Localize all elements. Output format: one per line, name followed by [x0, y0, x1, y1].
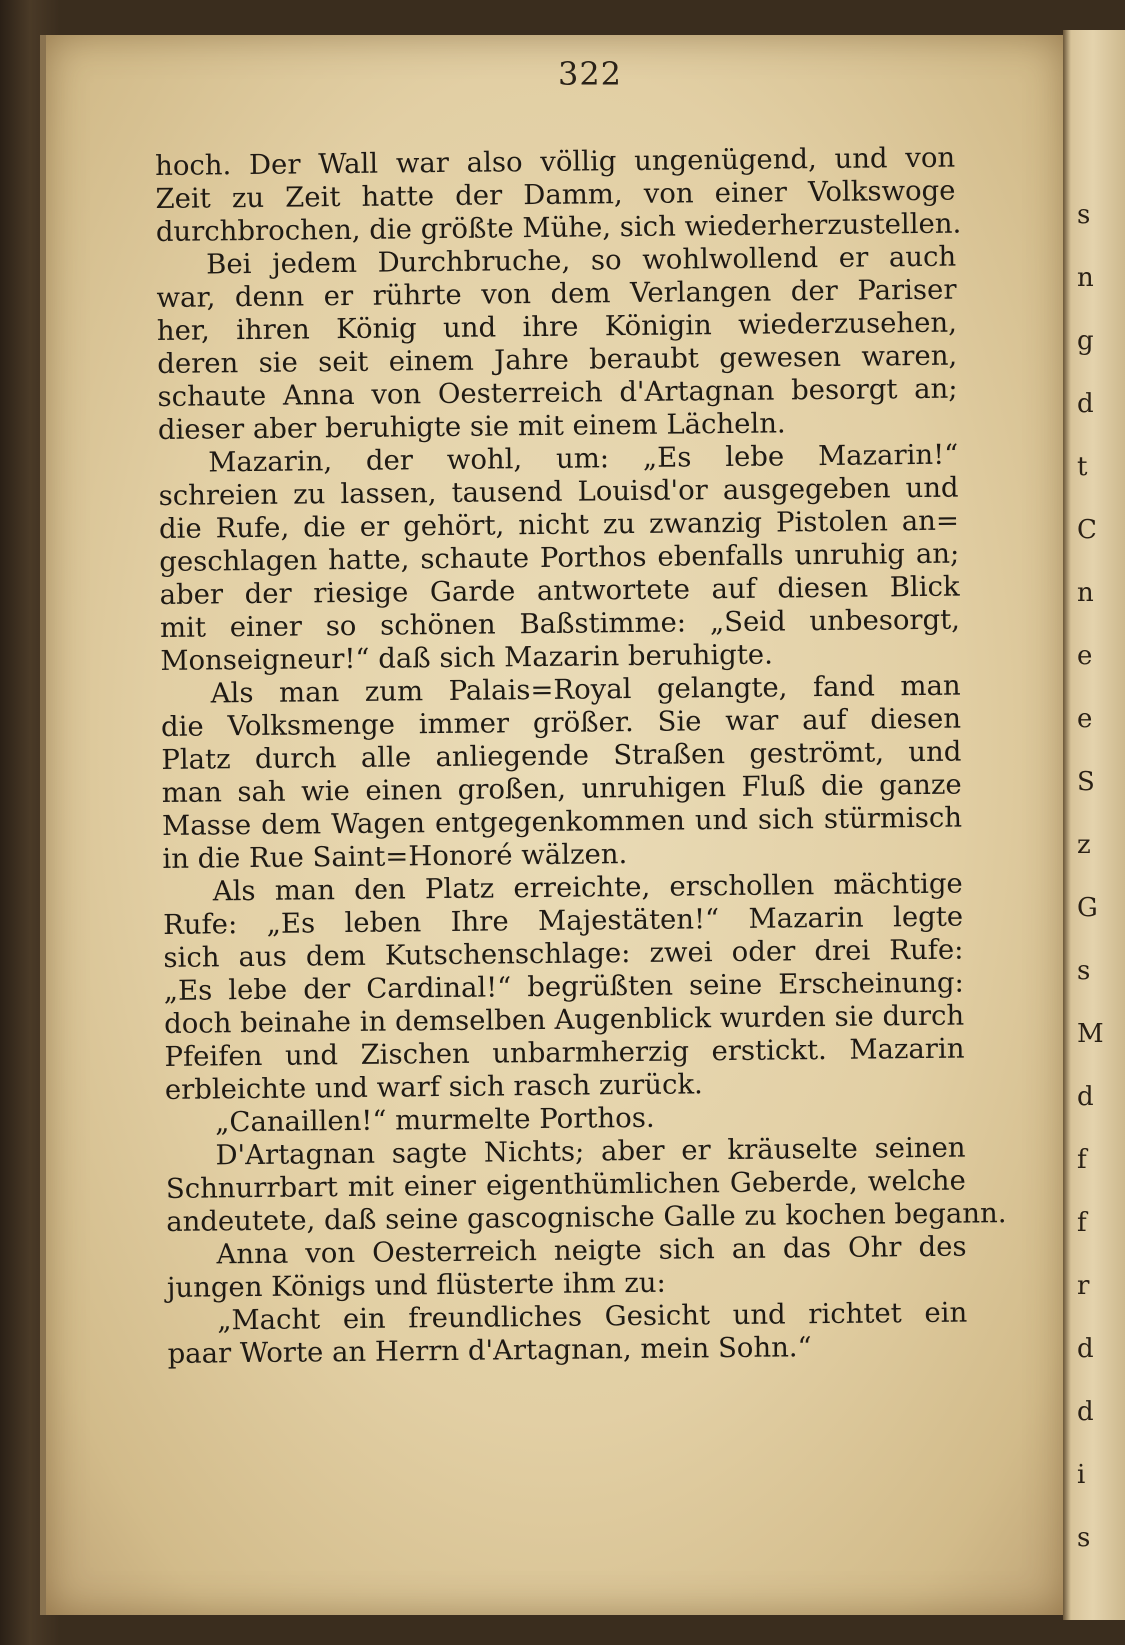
- text-line: durchbrochen, die größte Mühe, sich wiederherzustellen.: [155, 207, 962, 248]
- text-line: Als man den Platz erreichte, erschollen mächtige: [212, 867, 963, 908]
- text-line: Platz durch alle anliegende Straßen geströmt, und: [161, 735, 962, 776]
- text-line: mit einer so schönen Baßstimme: „Seid unbesorgt,: [159, 603, 961, 644]
- text-line: Zeit zu Zeit hatte der Damm, von einer Volkswoge: [155, 174, 956, 215]
- text-line: Masse dem Wagen entgegenkommen und sich stürmisch: [161, 801, 963, 842]
- facing-page-char: e: [1077, 704, 1093, 734]
- facing-page-char: i: [1077, 1460, 1086, 1490]
- facing-page-char: G: [1077, 893, 1098, 923]
- text-line: hoch. Der Wall war also völlig ungenügend, und von: [155, 141, 956, 182]
- text-line: man sah wie einen großen, unruhigen Fluß die ganze: [161, 768, 962, 809]
- text-line: dieser aber beruhigte sie mit einem Lächeln.: [157, 407, 786, 446]
- facing-page-char: e: [1077, 641, 1093, 671]
- text-line: schaute Anna von Oesterreich d'Artagnan besorgt an;: [157, 372, 958, 413]
- text-line: Monseigneur!“ daß sich Mazarin beruhigte.: [160, 638, 774, 677]
- text-line: aber der riesige Garde antwortete auf diesen Blick: [159, 570, 960, 611]
- facing-page-char: M: [1077, 1019, 1104, 1049]
- facing-page-char: d: [1077, 1397, 1094, 1427]
- text-line: paar Worte an Herrn d'Artagnan, mein Sohn.“: [167, 1331, 812, 1370]
- text-line: schreien zu lassen, tausend Louisd'or ausgegeben und: [158, 471, 959, 512]
- text-line: die Volksmenge immer größer. Sie war auf diesen: [160, 702, 962, 743]
- facing-page-char: S: [1077, 767, 1095, 797]
- text-line: doch beinahe in demselben Augenblick wurden sie durch: [163, 999, 965, 1040]
- text-line: war, denn er rührte von dem Verlangen der Pariser: [156, 273, 957, 314]
- text-line: die Rufe, die er gehört, nicht zu zwanzig Pistolen an=: [158, 504, 960, 545]
- text-line: her, ihren König und ihre Königin wiederzusehen,: [156, 306, 958, 347]
- text-line: Anna von Oesterreich neigte sich an das Ohr des: [216, 1230, 967, 1271]
- facing-page-char: C: [1077, 515, 1097, 545]
- facing-page-char: d: [1077, 389, 1094, 419]
- text-line: „Macht ein freundliches Gesicht und richtet ein: [217, 1296, 968, 1337]
- facing-page-edge: [1063, 30, 1125, 1620]
- text-line: Bei jedem Durchbruche, so wohlwollend er auch: [206, 240, 957, 281]
- text-line: sich aus dem Kutschenschlage: zwei oder drei Rufe:: [163, 933, 964, 974]
- text-line: geschlagen hatte, schaute Porthos ebenfalls unruhig an;: [159, 537, 960, 578]
- text-line: jungen Königs und flüsterte ihm zu:: [166, 1266, 666, 1304]
- text-line: „Canaillen!“ murmelte Porthos.: [215, 1101, 655, 1139]
- facing-page-char: s: [1077, 1523, 1091, 1553]
- text-line: Schnurrbart mit einer eigenthümlichen Geberde, welche: [165, 1164, 967, 1205]
- facing-page-char: s: [1077, 200, 1091, 230]
- facing-page-char: t: [1077, 452, 1088, 482]
- text-line: in die Rue Saint=Honoré wälzen.: [162, 838, 628, 875]
- text-line: D'Artagnan sagte Nichts; aber er kräuselte seinen: [215, 1131, 966, 1172]
- text-line: Als man zum Palais=Royal gelangte, fand man: [210, 669, 961, 710]
- facing-page-char: r: [1077, 1271, 1090, 1301]
- text-line: „Es lebe der Cardinal!“ begrüßten seine Erscheinung:: [163, 966, 964, 1007]
- facing-page-char: s: [1077, 956, 1091, 986]
- facing-page-char: d: [1077, 1334, 1094, 1364]
- facing-page-char: f: [1077, 1208, 1087, 1238]
- text-line: Rufe: „Es leben Ihre Majestäten!“ Mazarin legte: [162, 900, 964, 941]
- body-text: [155, 141, 1007, 1371]
- facing-page-char: g: [1077, 326, 1094, 356]
- text-line: andeutete, daß seine gascognische Galle zu kochen begann.: [166, 1197, 1007, 1238]
- text-line: Mazarin, der wohl, um: „Es lebe Mazarin!“: [208, 438, 959, 479]
- text-line: erbleichte und warf sich rasch zurück.: [164, 1068, 703, 1106]
- text-line: deren sie seit einem Jahre beraubt gewesen waren,: [157, 339, 958, 380]
- page-number: 322: [557, 55, 623, 93]
- facing-page-char: n: [1077, 263, 1094, 293]
- facing-page-char: f: [1077, 1145, 1087, 1175]
- facing-page-char: n: [1077, 578, 1094, 608]
- text-line: Pfeifen und Zischen unbarmherzig erstickt. Mazarin: [164, 1032, 965, 1073]
- facing-page-char: z: [1077, 830, 1091, 860]
- facing-page-char: d: [1077, 1082, 1094, 1112]
